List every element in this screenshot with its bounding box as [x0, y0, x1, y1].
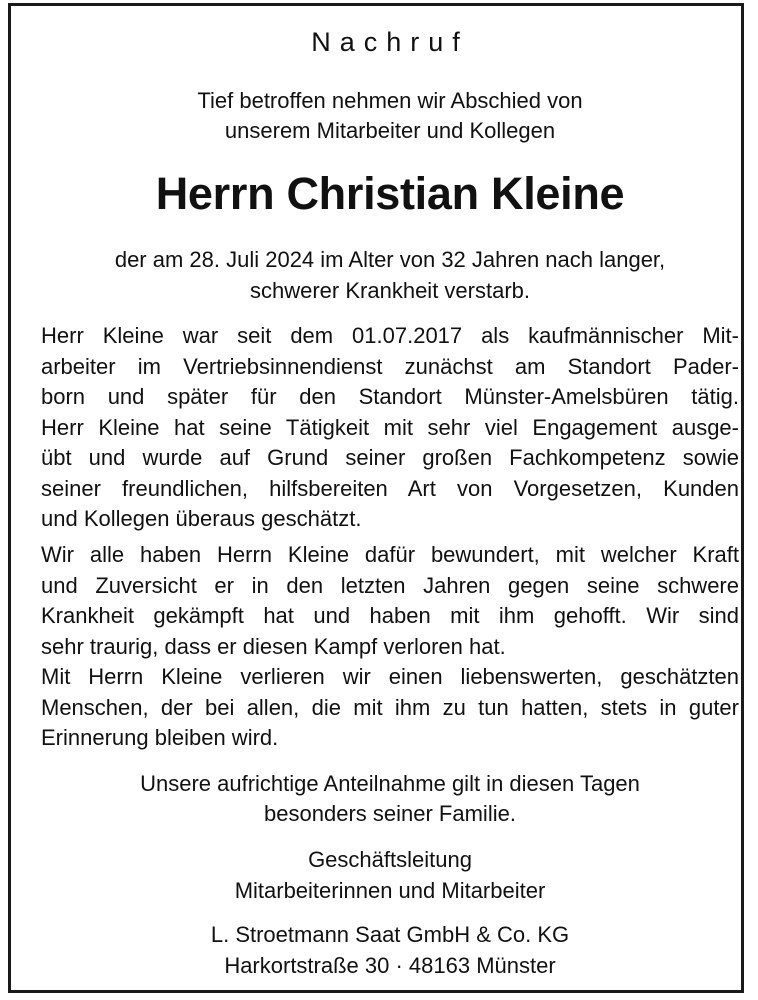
paragraph-line: sehr traurig, dass er diesen Kampf verloren hat. — [41, 633, 506, 659]
paragraph-line: born und später für den Standort Münster-Amelsbüren tätig. — [41, 384, 739, 409]
paragraph-line: Menschen, der bei allen, die mit ihm zu tun hatten, stets in guter — [41, 694, 739, 720]
obituary-heading: Nachruf — [311, 27, 469, 57]
paragraph-line: seiner freundlichen, hilfsbereiten Art von Vorgesetzen, Kunden — [41, 475, 739, 501]
company-name: L. Stroetmann Saat GmbH & Co. KG — [210, 922, 570, 947]
death-notice-line-2: schwerer Krankheit verstarb. — [250, 278, 530, 303]
paragraph-career — [41, 321, 739, 535]
signer-management: Geschäftsleitung — [308, 847, 472, 872]
condolence-line-2: besonders seiner Familie. — [264, 801, 516, 826]
paragraph-line: Herr Kleine war seit dem 01.07.2017 als kaufmännischer Mit- — [41, 323, 739, 348]
deceased-name: Herrn Christian Kleine — [155, 168, 625, 219]
obituary-border — [8, 3, 744, 993]
paragraph-line: übt und wurde auf Grund seiner großen Fachkompetenz sowie — [41, 445, 739, 470]
condolence-text — [41, 769, 739, 829]
signers — [41, 844, 739, 906]
intro-line-2: unserem Mitarbeiter und Kollegen — [224, 118, 556, 143]
company-block — [41, 919, 739, 981]
paragraph-line: arbeiter im Vertriebsinnendienst zunächst am Standort Pader- — [41, 353, 739, 379]
paragraph-line: Herr Kleine hat seine Tätigkeit mit sehr viel Engagement ausge- — [41, 414, 739, 440]
condolence-line-1: Unsere aufrichtige Anteilnahme gilt in diesen Tagen — [140, 771, 640, 796]
paragraph-line: Mit Herrn Kleine verlieren wir einen liebenswerten, geschätzten — [41, 664, 739, 689]
paragraph-line: und Zuversicht er in den letzten Jahren gegen seine schwere — [41, 572, 739, 598]
intro-text — [41, 86, 739, 146]
signer-staff: Mitarbeiterinnen und Mitarbeiter — [234, 878, 546, 903]
paragraph-remembrance — [41, 662, 739, 754]
paragraph-line: Krankheit gekämpft hat und haben mit ihm gehofft. Wir sind — [41, 603, 739, 628]
death-notice — [41, 244, 739, 306]
paragraph-line: Erinnerung bleiben wird. — [41, 725, 279, 750]
paragraph-line: Wir alle haben Herrn Kleine dafür bewundert, mit welcher Kraft — [41, 542, 739, 567]
paragraph-illness — [41, 540, 739, 662]
company-address: Harkortstraße 30 · 48163 Münster — [224, 953, 556, 978]
death-notice-line-1: der am 28. Juli 2024 im Alter von 32 Jahren nach langer, — [114, 247, 666, 272]
intro-line-1: Tief betroffen nehmen wir Abschied von — [197, 88, 583, 113]
paragraph-line: und Kollegen überaus geschätzt. — [41, 506, 362, 531]
